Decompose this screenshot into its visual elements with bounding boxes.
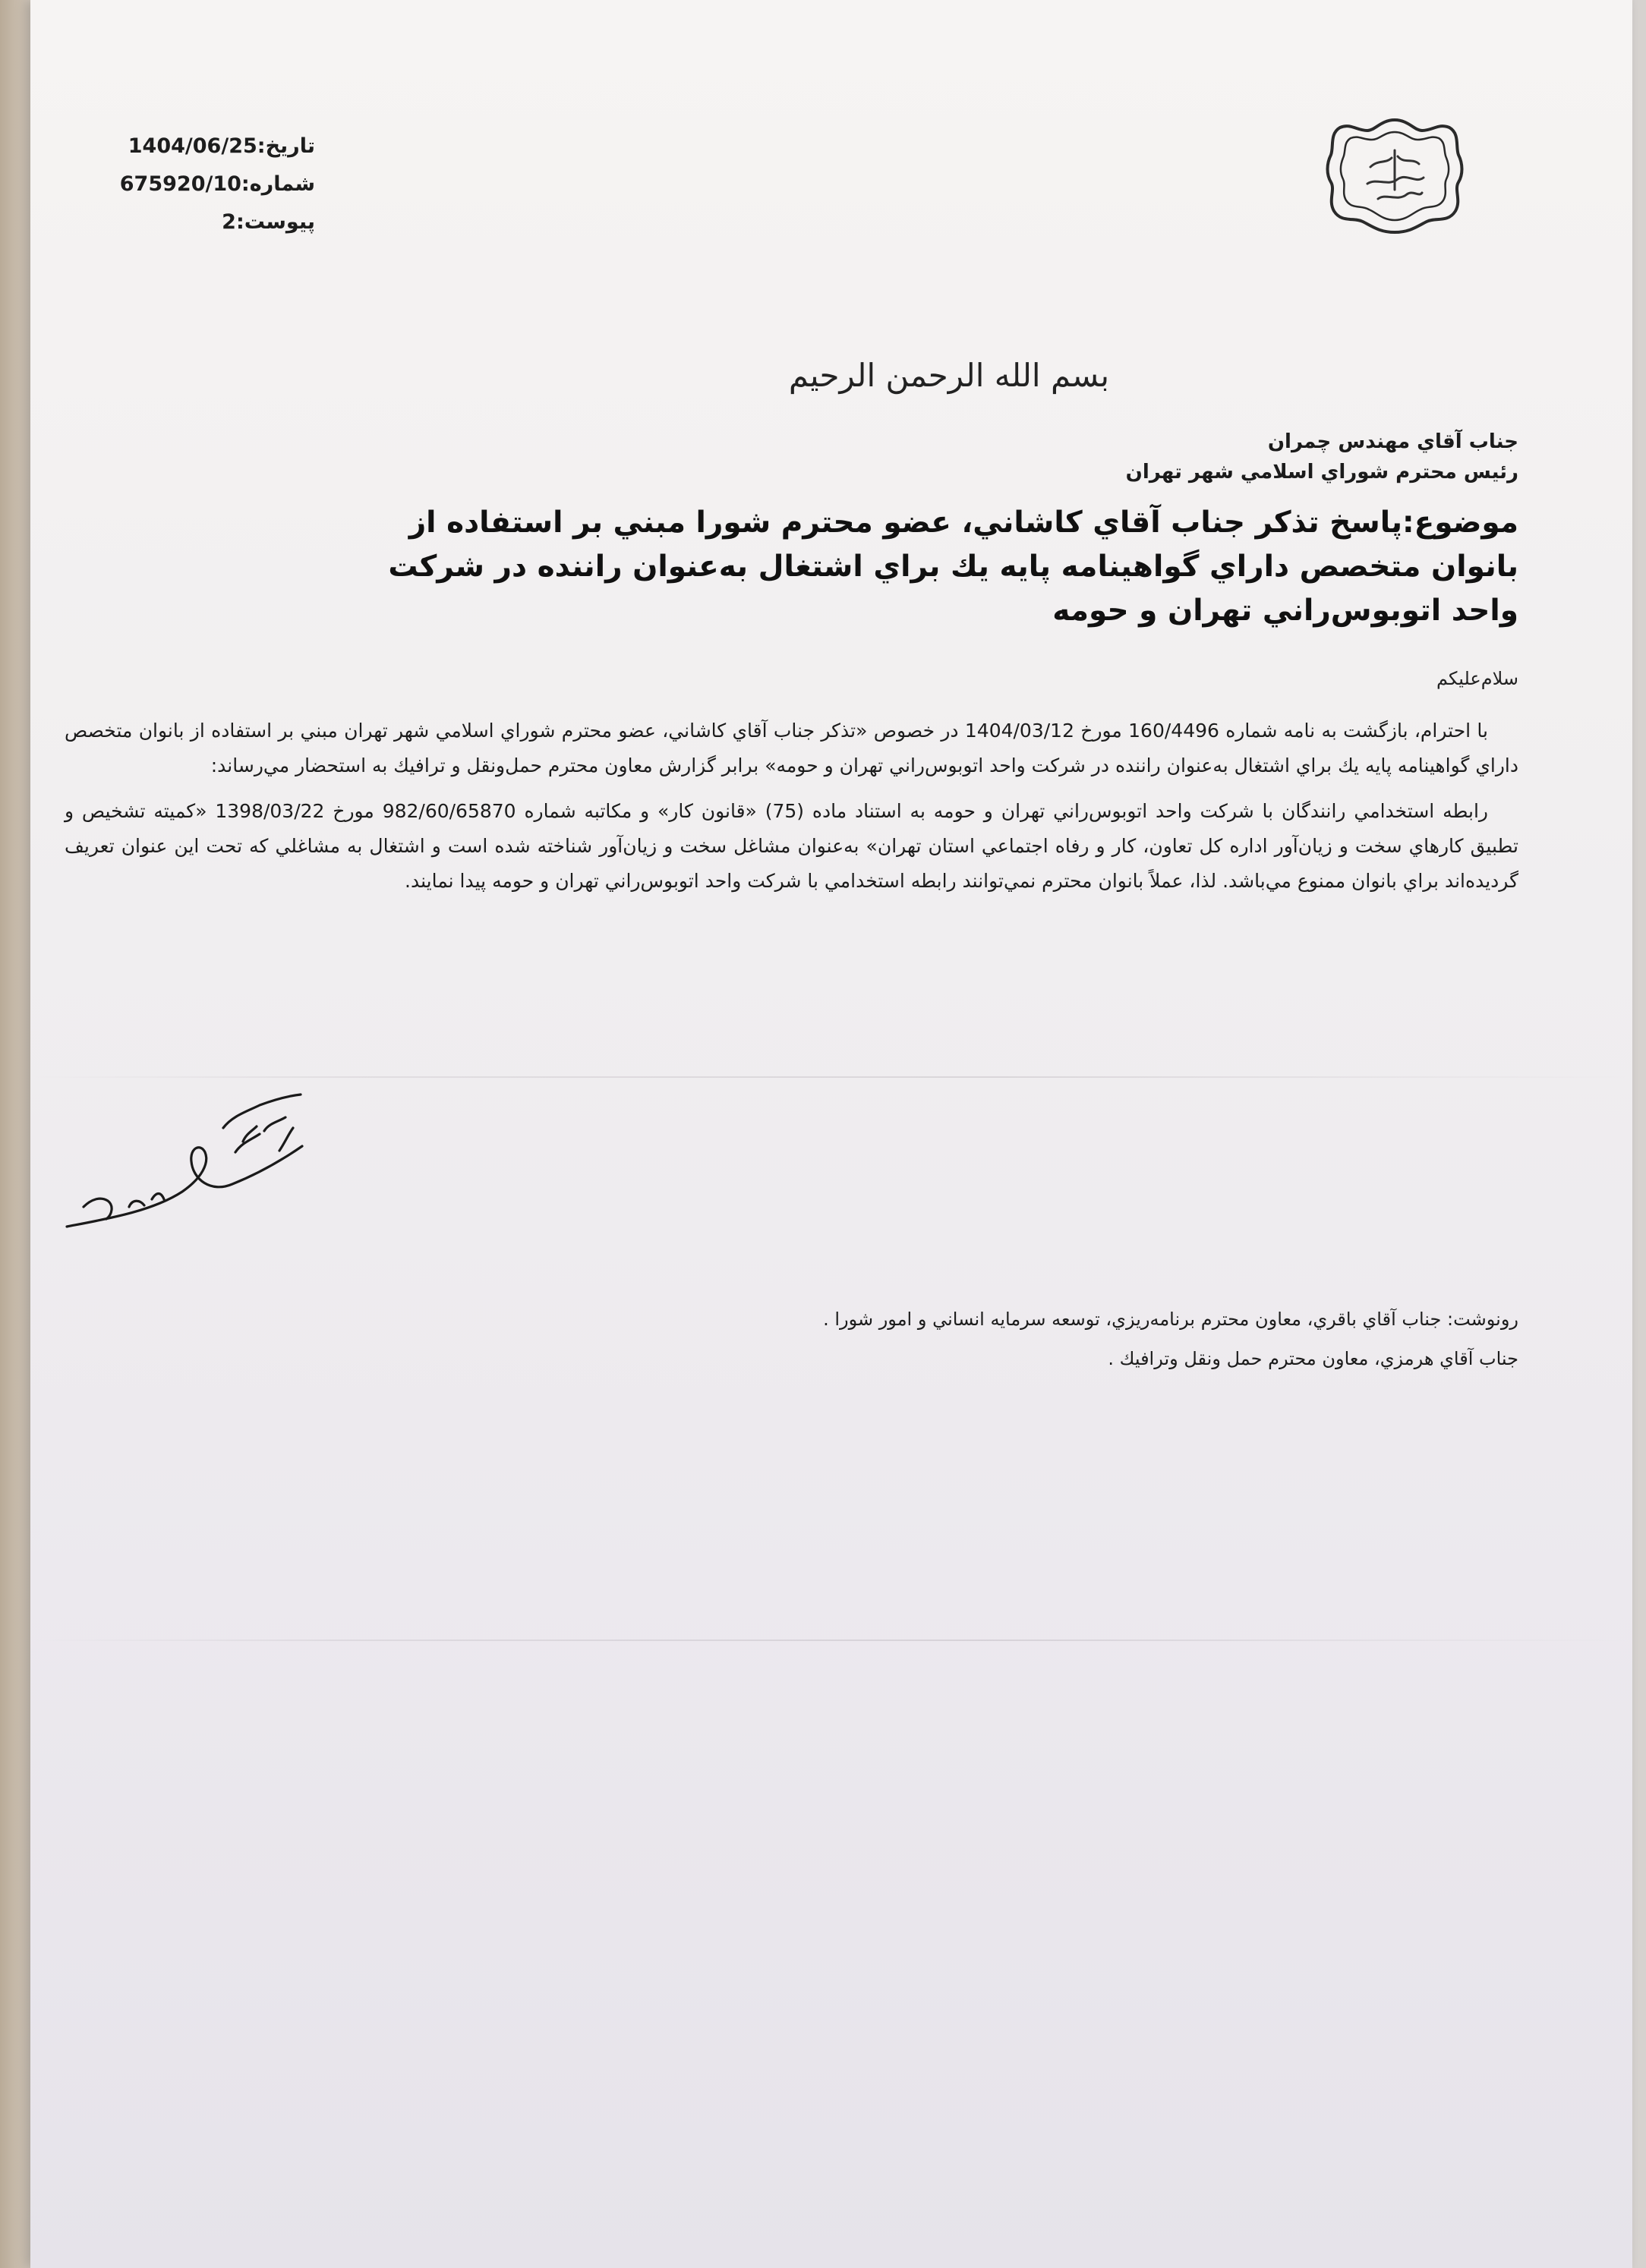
number-value: 675920/10 (119, 172, 241, 196)
addressee-block (486, 427, 1518, 487)
attachment-value: 2 (222, 210, 236, 234)
addressee-title: رئيس محترم شوراي اسلامي شهر تهران (1125, 461, 1518, 484)
attachment-label: پيوست: (235, 210, 315, 234)
attachment-line (102, 203, 315, 241)
greeting: سلام‌عليكم (1436, 668, 1518, 689)
letter-body (65, 713, 1518, 909)
date-line (102, 128, 315, 165)
letter-page (30, 0, 1632, 2268)
body-paragraph: با احترام، بازگشت به نامه شماره 160/4496 مورخ 1404/03/12 در خصوص «تذكر جناب آقاي كاشاني، عضو محترم شوراي اسلامي شهر تهران مبني بر استفاده از بانوان متخصص داراي گواهينامه پايه يك براي اشتغال به‌عنوان راننده در شركت واحد اتوبوس‌راني تهران و حومه» برابر گزارش معاون محترم حمل‌ونقل و ترافيك به استحضار مي‌رساند: (65, 720, 1518, 776)
body-paragraph: رابطه استخدامي رانندگان با شركت واحد اتوبوس‌راني تهران و حومه به استناد ماده (75) «قانون كار» و مكاتبه شماره 982/60/65870 مورخ 1398/03/22 «كميته تشخيص و تطبيق كارهاي سخت و زيان‌آور اداره كل تعاون، كار و رفاه اجتماعي استان تهران» به‌عنوان مشاغل سخت و زيان‌آور شناخته شده است و اشتغال به مشاغلي كه تحت اين عنوان تعريف گرديده‌اند براي بانوان ممنوع مي‌باشد. لذا، عملاً بانوان محترم نمي‌توانند رابطه استخدامي با شركت واحد اتوبوس‌راني تهران و حومه پيدا نمايند. (65, 800, 1518, 892)
number-label: شماره: (241, 172, 315, 196)
letter-meta (102, 128, 315, 241)
tehran-council-logo-icon (1325, 114, 1465, 235)
addressee-name: جناب آقاي مهندس چمران (1267, 430, 1518, 453)
signature-icon (61, 1078, 311, 1245)
cc-block (486, 1299, 1518, 1378)
number-line (102, 165, 315, 203)
paper-fold (30, 1640, 1632, 1641)
letter-subject: موضوع:پاسخ تذكر جناب آقاي كاشاني، عضو محترم شورا مبني بر استفاده از بانوان متخصص داراي گواهينامه پايه يك براي اشتغال به‌عنوان راننده در شركت واحد اتوبوس‌راني تهران و حومه (388, 506, 1518, 628)
cc-line: جناب آقاي هرمزي، معاون محترم حمل ونقل وترافيك . (1108, 1348, 1518, 1369)
date-label: تاريخ: (257, 134, 315, 158)
cc-line: رونوشت: جناب آقاي باقري، معاون محترم برنامه‌ريزي، توسعه سرمايه انساني و امور شورا . (823, 1309, 1518, 1330)
date-value: 1404/06/25 (128, 134, 257, 158)
bismillah-heading: بسم الله الرحمن الرحيم (788, 357, 1110, 394)
